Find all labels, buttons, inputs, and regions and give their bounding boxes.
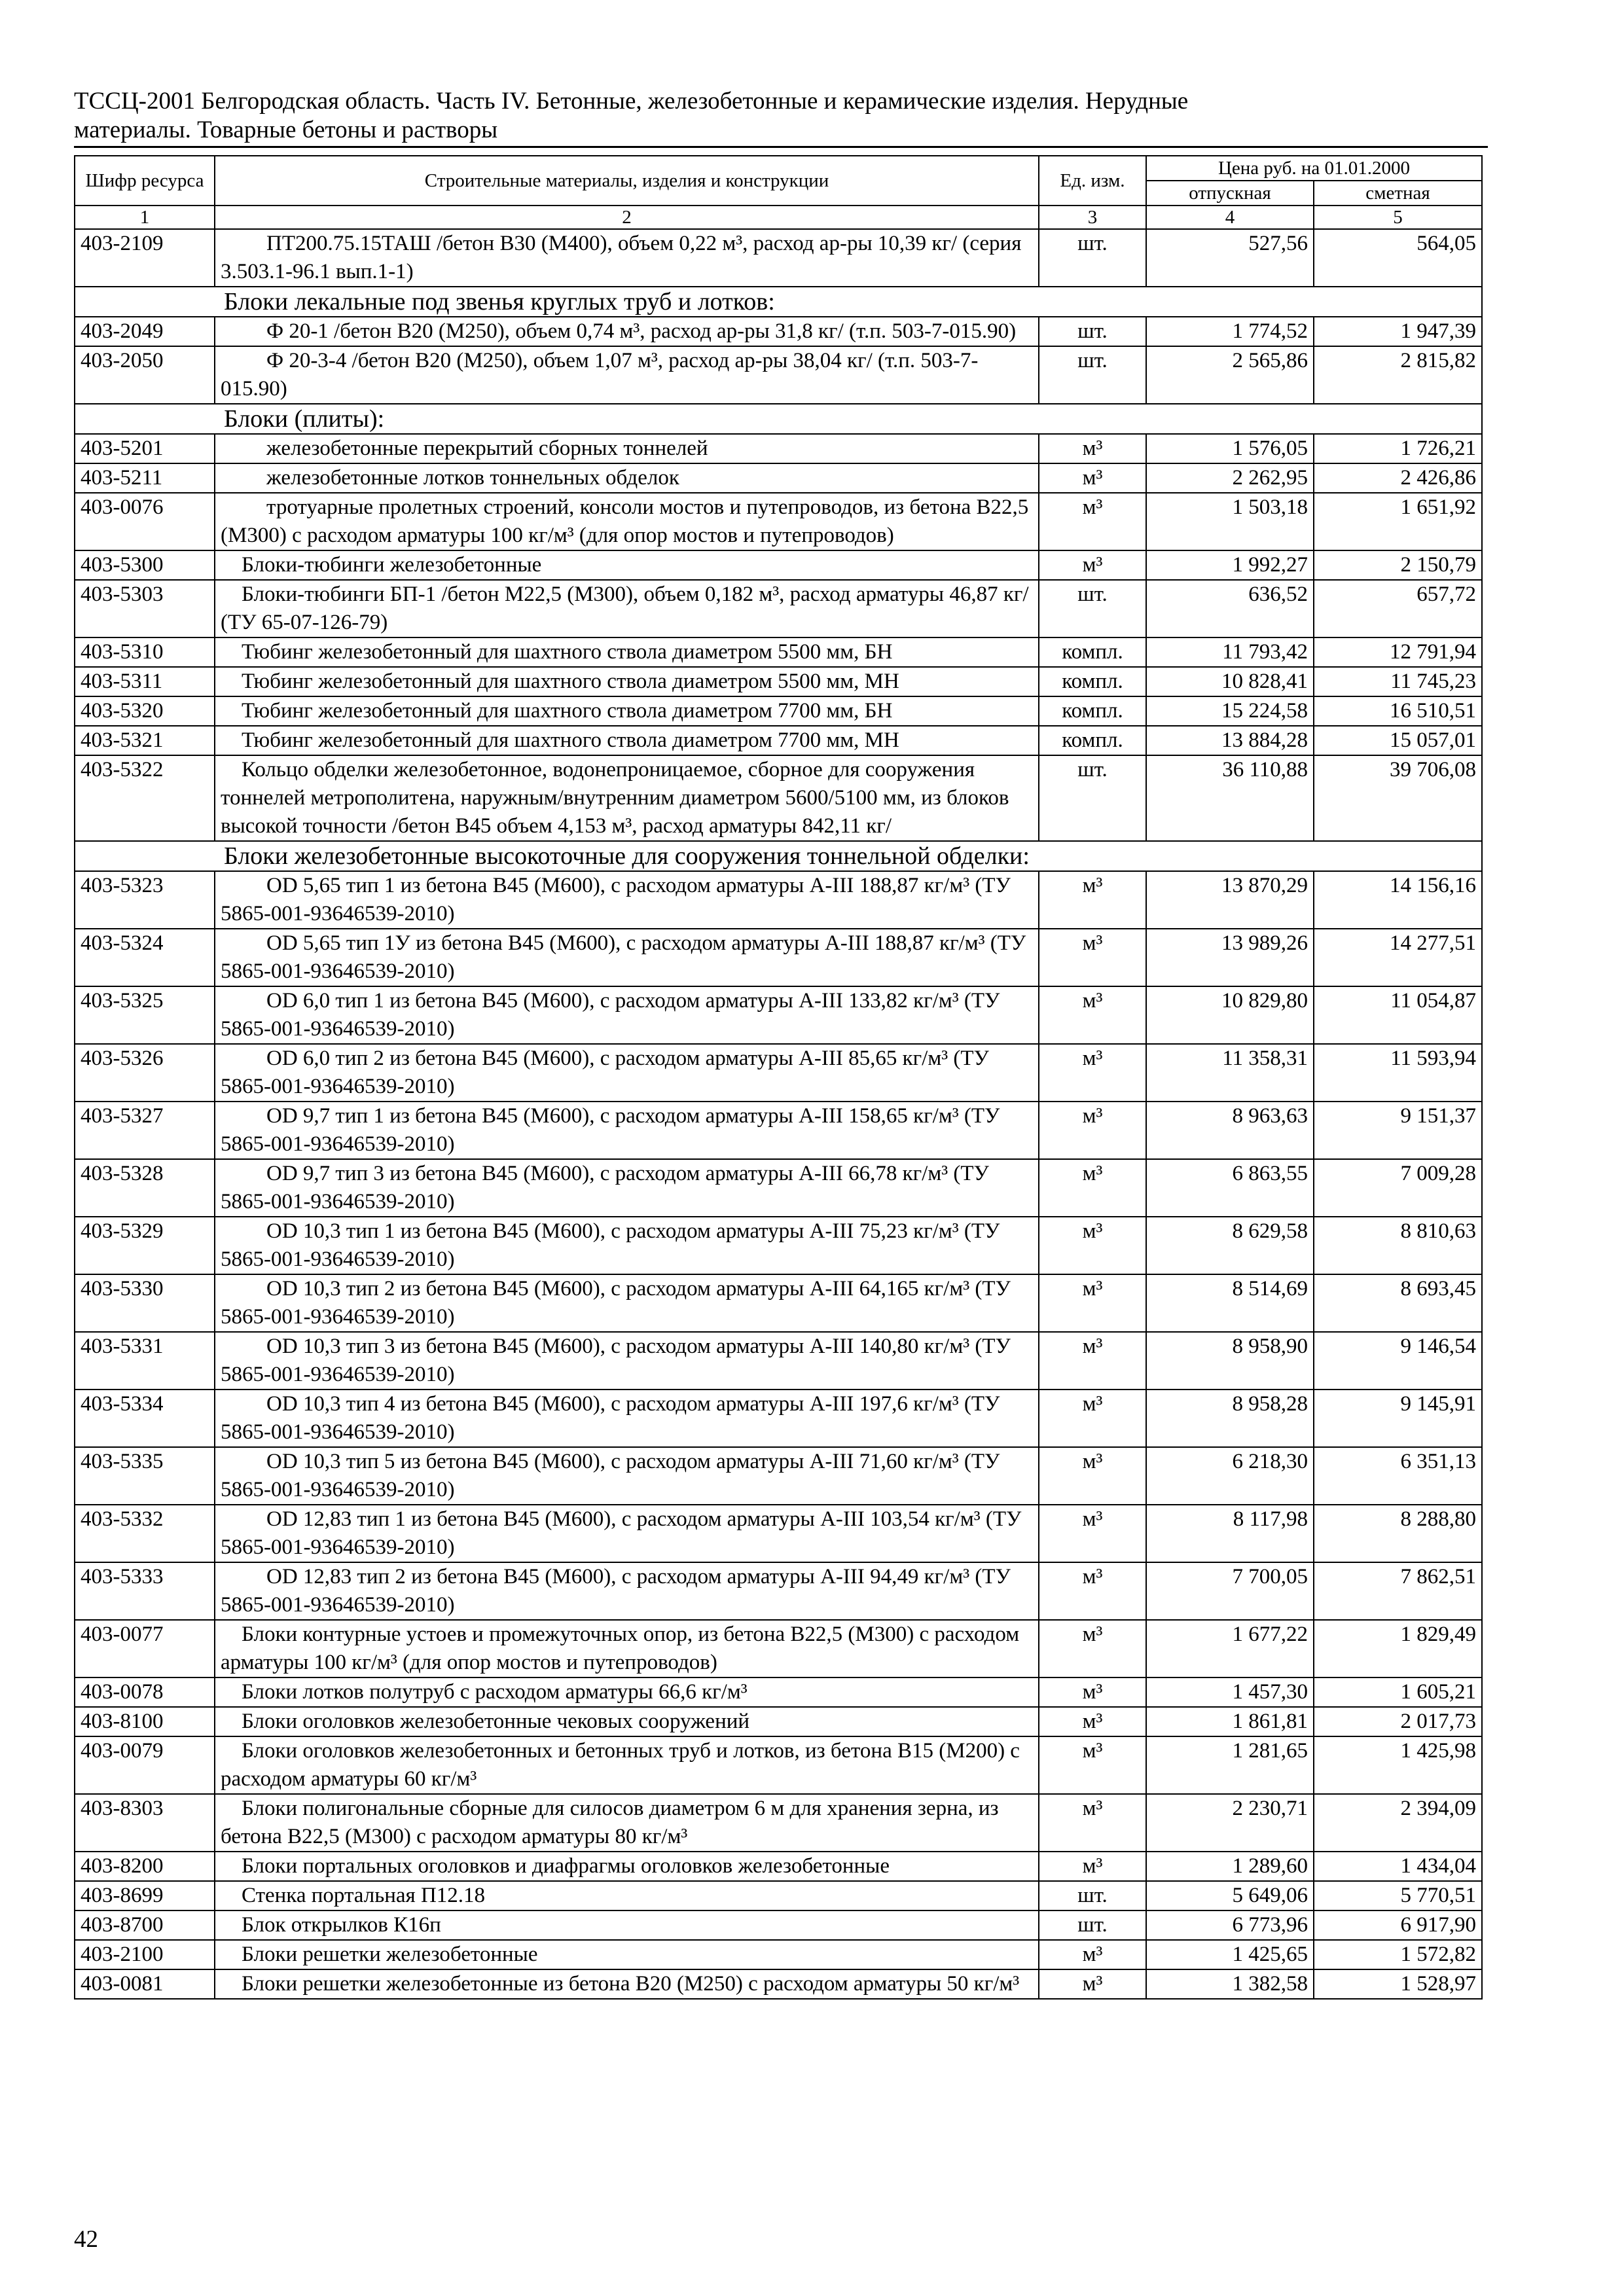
release-price-cell: 1 861,81 bbox=[1146, 1707, 1314, 1736]
resource-code-cell: 403-5310 bbox=[75, 637, 215, 667]
estimate-price-cell: 11 593,94 bbox=[1314, 1044, 1482, 1102]
description-cell: OD 5,65 тип 1 из бетона В45 (М600), с расходом арматуры А-III 188,87 кг/м³ (ТУ 5865-001-93646539-2010) bbox=[215, 871, 1039, 929]
resource-code-cell: 403-2050 bbox=[75, 346, 215, 404]
resource-code-cell: 403-0079 bbox=[75, 1736, 215, 1794]
release-price-cell: 8 117,98 bbox=[1146, 1505, 1314, 1562]
unit-cell: м³ bbox=[1039, 1159, 1146, 1217]
section-header-row bbox=[75, 841, 1482, 871]
estimate-price-cell: 1 572,82 bbox=[1314, 1940, 1482, 1969]
description-cell: OD 5,65 тип 1У из бетона В45 (М600), с расходом арматуры А-III 188,87 кг/м³ (ТУ 5865-001-93646539-2010) bbox=[215, 929, 1039, 986]
release-price-cell: 1 457,30 bbox=[1146, 1677, 1314, 1707]
resource-code-cell: 403-8200 bbox=[75, 1852, 215, 1881]
resource-code-cell: 403-2100 bbox=[75, 1940, 215, 1969]
description-cell: Блоки решетки железобетонные bbox=[215, 1940, 1039, 1969]
estimate-price-cell: 5 770,51 bbox=[1314, 1881, 1482, 1910]
release-price-cell: 2 262,95 bbox=[1146, 463, 1314, 493]
table-row bbox=[75, 1910, 1482, 1940]
resource-code-cell: 403-0078 bbox=[75, 1677, 215, 1707]
resource-code-cell: 403-8699 bbox=[75, 1881, 215, 1910]
unit-cell: м³ bbox=[1039, 1677, 1146, 1707]
table-row bbox=[75, 871, 1482, 929]
unit-cell: м³ bbox=[1039, 1562, 1146, 1620]
release-price-cell: 13 989,26 bbox=[1146, 929, 1314, 986]
col-header-estimate: сметная bbox=[1314, 181, 1482, 206]
unit-cell: м³ bbox=[1039, 1852, 1146, 1881]
estimate-price-cell: 6 351,13 bbox=[1314, 1447, 1482, 1505]
resource-code-cell: 403-5334 bbox=[75, 1390, 215, 1447]
unit-cell: шт. bbox=[1039, 317, 1146, 346]
table-row bbox=[75, 1707, 1482, 1736]
release-price-cell: 5 649,06 bbox=[1146, 1881, 1314, 1910]
unit-cell: шт. bbox=[1039, 229, 1146, 287]
description-cell: Блоки полигональные сборные для силосов диаметром 6 м для хранения зерна, из бетона В22,5 (М300) с расходом арматуры 80 кг/м³ bbox=[215, 1794, 1039, 1852]
estimate-price-cell: 12 791,94 bbox=[1314, 637, 1482, 667]
unit-cell: м³ bbox=[1039, 493, 1146, 550]
description-cell: ПТ200.75.15ТАШ /бетон В30 (М400), объем 0,22 м³, расход ар-ры 10,39 кг/ (серия 3.503.1-96.1 вып.1-1) bbox=[215, 229, 1039, 287]
release-price-cell: 2 230,71 bbox=[1146, 1794, 1314, 1852]
release-price-cell: 11 358,31 bbox=[1146, 1044, 1314, 1102]
release-price-cell: 11 793,42 bbox=[1146, 637, 1314, 667]
resource-code-cell: 403-0081 bbox=[75, 1969, 215, 1999]
col-number: 5 bbox=[1314, 206, 1482, 229]
table-row bbox=[75, 493, 1482, 550]
resource-code-cell: 403-8303 bbox=[75, 1794, 215, 1852]
estimate-price-cell: 564,05 bbox=[1314, 229, 1482, 287]
section-header-row bbox=[75, 404, 1482, 434]
table-row bbox=[75, 463, 1482, 493]
unit-cell: м³ bbox=[1039, 1736, 1146, 1794]
description-cell: Ф 20-3-4 /бетон В20 (М250), объем 1,07 м³, расход ар-ры 38,04 кг/ (т.п. 503-7-015.90) bbox=[215, 346, 1039, 404]
unit-cell: м³ bbox=[1039, 1620, 1146, 1677]
description-cell: OD 12,83 тип 1 из бетона В45 (М600), с расходом арматуры А-III 103,54 кг/м³ (ТУ 5865-001-93646539-2010) bbox=[215, 1505, 1039, 1562]
description-cell: железобетонные перекрытий сборных тоннелей bbox=[215, 434, 1039, 463]
resource-code-cell: 403-2049 bbox=[75, 317, 215, 346]
table-row bbox=[75, 1217, 1482, 1274]
unit-cell: компл. bbox=[1039, 726, 1146, 755]
page-number: 42 bbox=[74, 2226, 98, 2253]
table-row bbox=[75, 1736, 1482, 1794]
table-row bbox=[75, 1562, 1482, 1620]
estimate-price-cell: 7 009,28 bbox=[1314, 1159, 1482, 1217]
table-head bbox=[75, 156, 1482, 229]
section-title: Блоки (плиты): bbox=[75, 404, 1482, 434]
table-row bbox=[75, 696, 1482, 726]
col-number: 4 bbox=[1146, 206, 1314, 229]
description-cell: Блок открылков К16п bbox=[215, 1910, 1039, 1940]
resource-code-cell: 403-5326 bbox=[75, 1044, 215, 1102]
estimate-price-cell: 2 394,09 bbox=[1314, 1794, 1482, 1852]
col-header-name: Строительные материалы, изделия и конструкции bbox=[215, 156, 1039, 206]
header-line-1: ТССЦ-2001 Белгородская область. Часть IV. Бетонные, железобетонные и керамические изделия. Нерудные bbox=[74, 88, 1189, 115]
col-header-release: отпускная bbox=[1146, 181, 1314, 206]
description-cell: OD 9,7 тип 1 из бетона В45 (М600), с расходом арматуры А-III 158,65 кг/м³ (ТУ 5865-001-93646539-2010) bbox=[215, 1102, 1039, 1159]
description-cell: Блоки портальных оголовков и диафрагмы оголовков железобетонные bbox=[215, 1852, 1039, 1881]
description-cell: Блоки решетки железобетонные из бетона В20 (М250) с расходом арматуры 50 кг/м³ bbox=[215, 1969, 1039, 1999]
release-price-cell: 1 281,65 bbox=[1146, 1736, 1314, 1794]
release-price-cell: 1 677,22 bbox=[1146, 1620, 1314, 1677]
table-row bbox=[75, 755, 1482, 841]
description-cell: Блоки лотков полутруб с расходом арматуры 66,6 кг/м³ bbox=[215, 1677, 1039, 1707]
resource-code-cell: 403-5322 bbox=[75, 755, 215, 841]
table-row bbox=[75, 1102, 1482, 1159]
description-cell: OD 6,0 тип 2 из бетона В45 (М600), с расходом арматуры А-III 85,65 кг/м³ (ТУ 5865-001-93646539-2010) bbox=[215, 1044, 1039, 1102]
estimate-price-cell: 14 156,16 bbox=[1314, 871, 1482, 929]
estimate-price-cell: 1 425,98 bbox=[1314, 1736, 1482, 1794]
resource-code-cell: 403-5329 bbox=[75, 1217, 215, 1274]
header-line-2: материалы. Товарные бетоны и растворы bbox=[74, 117, 498, 143]
estimate-price-cell: 14 277,51 bbox=[1314, 929, 1482, 986]
unit-cell: м³ bbox=[1039, 1332, 1146, 1390]
table-row bbox=[75, 986, 1482, 1044]
col-number: 2 bbox=[215, 206, 1039, 229]
estimate-price-cell: 9 151,37 bbox=[1314, 1102, 1482, 1159]
estimate-price-cell: 1 726,21 bbox=[1314, 434, 1482, 463]
table-row bbox=[75, 1274, 1482, 1332]
table-row bbox=[75, 1852, 1482, 1881]
resource-code-cell: 403-5328 bbox=[75, 1159, 215, 1217]
release-price-cell: 7 700,05 bbox=[1146, 1562, 1314, 1620]
description-cell: Кольцо обделки железобетонное, водонепроницаемое, сборное для сооружения тоннелей метрополитена, наружным/внутренним диаметром 5600/5100 мм, из блоков высокой точности /бетон В45 объем 4,153 м³, расход арматуры 842,11 кг/ bbox=[215, 755, 1039, 841]
unit-cell: компл. bbox=[1039, 696, 1146, 726]
unit-cell: м³ bbox=[1039, 929, 1146, 986]
table-body bbox=[75, 229, 1482, 1999]
resource-code-cell: 403-5325 bbox=[75, 986, 215, 1044]
unit-cell: м³ bbox=[1039, 1217, 1146, 1274]
unit-cell: м³ bbox=[1039, 434, 1146, 463]
release-price-cell: 527,56 bbox=[1146, 229, 1314, 287]
estimate-price-cell: 1 528,97 bbox=[1314, 1969, 1482, 1999]
release-price-cell: 2 565,86 bbox=[1146, 346, 1314, 404]
description-cell: OD 10,3 тип 3 из бетона В45 (М600), с расходом арматуры А-III 140,80 кг/м³ (ТУ 5865-001-93646539-2010) bbox=[215, 1332, 1039, 1390]
table-row bbox=[75, 1505, 1482, 1562]
release-price-cell: 8 963,63 bbox=[1146, 1102, 1314, 1159]
description-cell: тротуарные пролетных строений, консоли мостов и путепроводов, из бетона В22,5 (М300) с расходом арматуры 100 кг/м³ (для опор мостов и путепроводов) bbox=[215, 493, 1039, 550]
estimate-price-cell: 657,72 bbox=[1314, 580, 1482, 637]
resource-code-cell: 403-5311 bbox=[75, 667, 215, 696]
resource-code-cell: 403-5323 bbox=[75, 871, 215, 929]
estimate-price-cell: 16 510,51 bbox=[1314, 696, 1482, 726]
unit-cell: м³ bbox=[1039, 1390, 1146, 1447]
price-table bbox=[74, 155, 1483, 2000]
estimate-price-cell: 8 288,80 bbox=[1314, 1505, 1482, 1562]
release-price-cell: 1 425,65 bbox=[1146, 1940, 1314, 1969]
description-cell: железобетонные лотков тоннельных обделок bbox=[215, 463, 1039, 493]
description-cell: Тюбинг железобетонный для шахтного ствола диаметром 5500 мм, БН bbox=[215, 637, 1039, 667]
resource-code-cell: 403-5331 bbox=[75, 1332, 215, 1390]
table-row bbox=[75, 667, 1482, 696]
release-price-cell: 15 224,58 bbox=[1146, 696, 1314, 726]
description-cell: Блоки-тюбинги железобетонные bbox=[215, 550, 1039, 580]
estimate-price-cell: 8 693,45 bbox=[1314, 1274, 1482, 1332]
table-row bbox=[75, 346, 1482, 404]
release-price-cell: 1 774,52 bbox=[1146, 317, 1314, 346]
description-cell: Тюбинг железобетонный для шахтного ствола диаметром 7700 мм, БН bbox=[215, 696, 1039, 726]
unit-cell: м³ bbox=[1039, 1044, 1146, 1102]
release-price-cell: 1 576,05 bbox=[1146, 434, 1314, 463]
table-row bbox=[75, 229, 1482, 287]
resource-code-cell: 403-2109 bbox=[75, 229, 215, 287]
estimate-price-cell: 2 815,82 bbox=[1314, 346, 1482, 404]
table-row bbox=[75, 1159, 1482, 1217]
table-row bbox=[75, 726, 1482, 755]
unit-cell: м³ bbox=[1039, 1707, 1146, 1736]
description-cell: Блоки контурные устоев и промежуточных опор, из бетона В22,5 (М300) с расходом арматуры 100 кг/м³ (для опор мостов и путепроводов) bbox=[215, 1620, 1039, 1677]
estimate-price-cell: 2 426,86 bbox=[1314, 463, 1482, 493]
unit-cell: шт. bbox=[1039, 755, 1146, 841]
estimate-price-cell: 7 862,51 bbox=[1314, 1562, 1482, 1620]
description-cell: Тюбинг железобетонный для шахтного ствола диаметром 7700 мм, МН bbox=[215, 726, 1039, 755]
unit-cell: м³ bbox=[1039, 463, 1146, 493]
unit-cell: м³ bbox=[1039, 871, 1146, 929]
release-price-cell: 636,52 bbox=[1146, 580, 1314, 637]
resource-code-cell: 403-5321 bbox=[75, 726, 215, 755]
release-price-cell: 10 829,80 bbox=[1146, 986, 1314, 1044]
unit-cell: компл. bbox=[1039, 637, 1146, 667]
release-price-cell: 6 863,55 bbox=[1146, 1159, 1314, 1217]
description-cell: Тюбинг железобетонный для шахтного ствола диаметром 5500 мм, МН bbox=[215, 667, 1039, 696]
unit-cell: м³ bbox=[1039, 1447, 1146, 1505]
description-cell: Блоки-тюбинги БП-1 /бетон М22,5 (М300), объем 0,182 м³, расход арматуры 46,87 кг/ (ТУ 65-07-126-79) bbox=[215, 580, 1039, 637]
table-row bbox=[75, 550, 1482, 580]
col-header-unit: Ед. изм. bbox=[1039, 156, 1146, 206]
table-row bbox=[75, 1620, 1482, 1677]
release-price-cell: 8 629,58 bbox=[1146, 1217, 1314, 1274]
resource-code-cell: 403-5332 bbox=[75, 1505, 215, 1562]
estimate-price-cell: 6 917,90 bbox=[1314, 1910, 1482, 1940]
description-cell: OD 10,3 тип 2 из бетона В45 (М600), с расходом арматуры А-III 64,165 кг/м³ (ТУ 5865-001-93646539-2010) bbox=[215, 1274, 1039, 1332]
release-price-cell: 6 218,30 bbox=[1146, 1447, 1314, 1505]
description-cell: Блоки оголовков железобетонные чековых сооружений bbox=[215, 1707, 1039, 1736]
release-price-cell: 36 110,88 bbox=[1146, 755, 1314, 841]
estimate-price-cell: 11 745,23 bbox=[1314, 667, 1482, 696]
resource-code-cell: 403-5211 bbox=[75, 463, 215, 493]
table-row bbox=[75, 929, 1482, 986]
col-header-code: Шифр ресурса bbox=[75, 156, 215, 206]
estimate-price-cell: 9 146,54 bbox=[1314, 1332, 1482, 1390]
unit-cell: м³ bbox=[1039, 1940, 1146, 1969]
release-price-cell: 1 382,58 bbox=[1146, 1969, 1314, 1999]
table-row bbox=[75, 1390, 1482, 1447]
description-cell: OD 9,7 тип 3 из бетона В45 (М600), с расходом арматуры А-III 66,78 кг/м³ (ТУ 5865-001-93646539-2010) bbox=[215, 1159, 1039, 1217]
unit-cell: м³ bbox=[1039, 1102, 1146, 1159]
estimate-price-cell: 1 651,92 bbox=[1314, 493, 1482, 550]
resource-code-cell: 403-5333 bbox=[75, 1562, 215, 1620]
unit-cell: м³ bbox=[1039, 550, 1146, 580]
resource-code-cell: 403-5201 bbox=[75, 434, 215, 463]
unit-cell: м³ bbox=[1039, 986, 1146, 1044]
estimate-price-cell: 15 057,01 bbox=[1314, 726, 1482, 755]
col-header-price: Цена руб. на 01.01.2000 bbox=[1146, 156, 1482, 181]
description-cell: Блоки оголовков железобетонных и бетонных труб и лотков, из бетона В15 (М200) с расходом арматуры 60 кг/м³ bbox=[215, 1736, 1039, 1794]
resource-code-cell: 403-5335 bbox=[75, 1447, 215, 1505]
unit-cell: м³ bbox=[1039, 1274, 1146, 1332]
col-number: 3 bbox=[1039, 206, 1146, 229]
estimate-price-cell: 2 150,79 bbox=[1314, 550, 1482, 580]
description-cell: OD 10,3 тип 5 из бетона В45 (М600), с расходом арматуры А-III 71,60 кг/м³ (ТУ 5865-001-93646539-2010) bbox=[215, 1447, 1039, 1505]
resource-code-cell: 403-8700 bbox=[75, 1910, 215, 1940]
page-header bbox=[74, 87, 1488, 148]
description-cell: OD 12,83 тип 2 из бетона В45 (М600), с расходом арматуры А-III 94,49 кг/м³ (ТУ 5865-001-93646539-2010) bbox=[215, 1562, 1039, 1620]
estimate-price-cell: 1 434,04 bbox=[1314, 1852, 1482, 1881]
unit-cell: шт. bbox=[1039, 1910, 1146, 1940]
resource-code-cell: 403-5320 bbox=[75, 696, 215, 726]
table-row bbox=[75, 580, 1482, 637]
description-cell: OD 10,3 тип 1 из бетона В45 (М600), с расходом арматуры А-III 75,23 кг/м³ (ТУ 5865-001-93646539-2010) bbox=[215, 1217, 1039, 1274]
release-price-cell: 8 958,28 bbox=[1146, 1390, 1314, 1447]
estimate-price-cell: 8 810,63 bbox=[1314, 1217, 1482, 1274]
resource-code-cell: 403-5330 bbox=[75, 1274, 215, 1332]
estimate-price-cell: 9 145,91 bbox=[1314, 1390, 1482, 1447]
table-row bbox=[75, 434, 1482, 463]
table-row bbox=[75, 1881, 1482, 1910]
unit-cell: шт. bbox=[1039, 346, 1146, 404]
section-title: Блоки железобетонные высокоточные для сооружения тоннельной обделки: bbox=[75, 841, 1482, 871]
resource-code-cell: 403-5327 bbox=[75, 1102, 215, 1159]
unit-cell: м³ bbox=[1039, 1794, 1146, 1852]
table-row bbox=[75, 1332, 1482, 1390]
unit-cell: м³ bbox=[1039, 1969, 1146, 1999]
resource-code-cell: 403-5300 bbox=[75, 550, 215, 580]
table-row bbox=[75, 1794, 1482, 1852]
estimate-price-cell: 11 054,87 bbox=[1314, 986, 1482, 1044]
release-price-cell: 1 289,60 bbox=[1146, 1852, 1314, 1881]
estimate-price-cell: 1 829,49 bbox=[1314, 1620, 1482, 1677]
resource-code-cell: 403-5303 bbox=[75, 580, 215, 637]
release-price-cell: 8 958,90 bbox=[1146, 1332, 1314, 1390]
description-cell: OD 10,3 тип 4 из бетона В45 (М600), с расходом арматуры А-III 197,6 кг/м³ (ТУ 5865-001-93646539-2010) bbox=[215, 1390, 1039, 1447]
table-row bbox=[75, 637, 1482, 667]
description-cell: Ф 20-1 /бетон В20 (М250), объем 0,74 м³, расход ар-ры 31,8 кг/ (т.п. 503-7-015.90) bbox=[215, 317, 1039, 346]
section-header-row bbox=[75, 287, 1482, 317]
table-row bbox=[75, 317, 1482, 346]
resource-code-cell: 403-0077 bbox=[75, 1620, 215, 1677]
unit-cell: компл. bbox=[1039, 667, 1146, 696]
table-row bbox=[75, 1677, 1482, 1707]
table-row bbox=[75, 1447, 1482, 1505]
resource-code-cell: 403-5324 bbox=[75, 929, 215, 986]
unit-cell: шт. bbox=[1039, 580, 1146, 637]
table-row bbox=[75, 1940, 1482, 1969]
description-cell: OD 6,0 тип 1 из бетона В45 (М600), с расходом арматуры А-III 133,82 кг/м³ (ТУ 5865-001-93646539-2010) bbox=[215, 986, 1039, 1044]
table-row bbox=[75, 1969, 1482, 1999]
estimate-price-cell: 2 017,73 bbox=[1314, 1707, 1482, 1736]
resource-code-cell: 403-0076 bbox=[75, 493, 215, 550]
release-price-cell: 1 503,18 bbox=[1146, 493, 1314, 550]
unit-cell: шт. bbox=[1039, 1881, 1146, 1910]
estimate-price-cell: 39 706,08 bbox=[1314, 755, 1482, 841]
unit-cell: м³ bbox=[1039, 1505, 1146, 1562]
release-price-cell: 1 992,27 bbox=[1146, 550, 1314, 580]
estimate-price-cell: 1 947,39 bbox=[1314, 317, 1482, 346]
release-price-cell: 8 514,69 bbox=[1146, 1274, 1314, 1332]
section-title: Блоки лекальные под звенья круглых труб и лотков: bbox=[75, 287, 1482, 317]
release-price-cell: 13 884,28 bbox=[1146, 726, 1314, 755]
description-cell: Стенка портальная П12.18 bbox=[215, 1881, 1039, 1910]
estimate-price-cell: 1 605,21 bbox=[1314, 1677, 1482, 1707]
resource-code-cell: 403-8100 bbox=[75, 1707, 215, 1736]
col-number: 1 bbox=[75, 206, 215, 229]
table-row bbox=[75, 1044, 1482, 1102]
release-price-cell: 6 773,96 bbox=[1146, 1910, 1314, 1940]
release-price-cell: 10 828,41 bbox=[1146, 667, 1314, 696]
release-price-cell: 13 870,29 bbox=[1146, 871, 1314, 929]
